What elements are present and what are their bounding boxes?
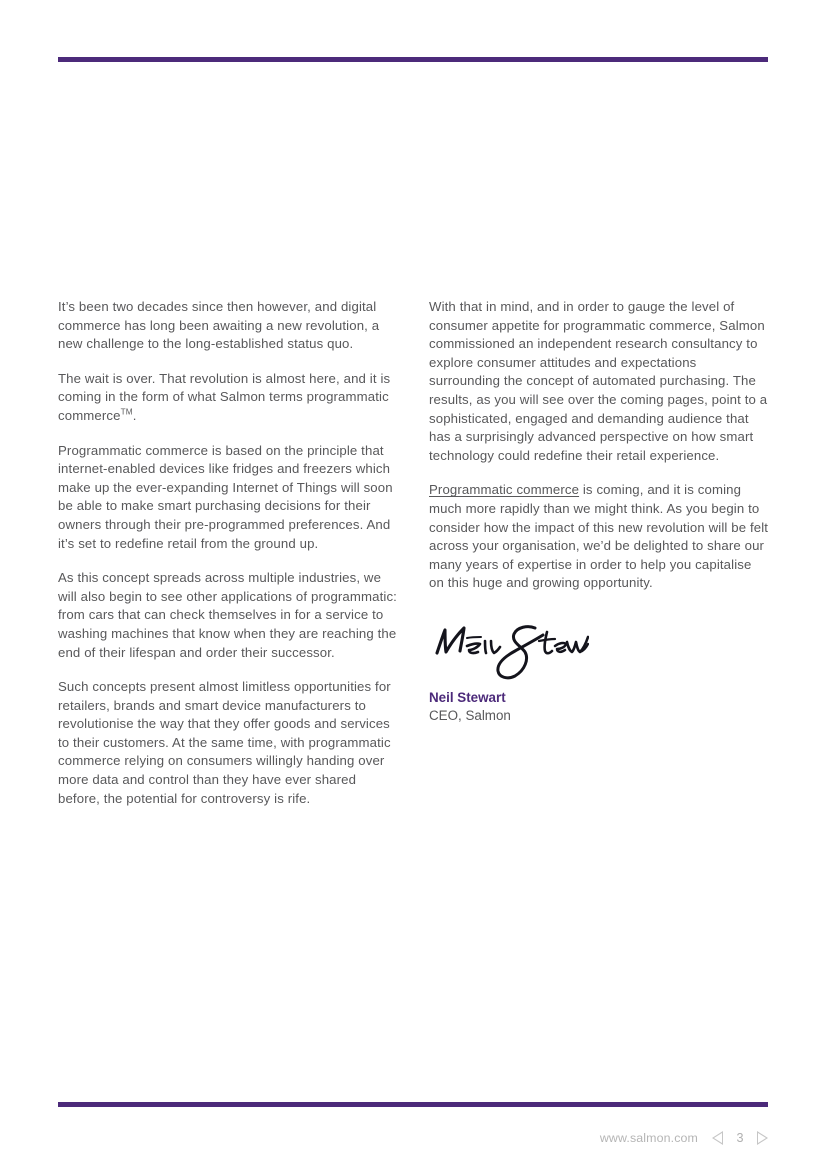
header-rule (58, 57, 768, 62)
paragraph-right-1: With that in mind, and in order to gauge the level of consumer appetite for programmatic commerce, Salmon commissioned an independent research consultancy to explore consumer attitudes and expectations surrounding the concept of automated purchasing. The results, as you will see over the coming pages, point to a sophisticated, engaged and demanding audience that has a surprisingly advanced perspective on how smart technology could redefine their retail experience. (429, 299, 768, 463)
footer-website-url[interactable]: www.salmon.com (599, 1131, 698, 1145)
signature-role: CEO, Salmon (429, 707, 511, 723)
triangle-right-icon[interactable] (757, 1131, 768, 1145)
signature-block (429, 619, 770, 725)
two-column-body (58, 298, 770, 808)
programmatic-commerce-underlined-lead: Programmatic commerce (429, 482, 580, 498)
paragraph-left-4: As this concept spreads across multiple industries, we will also begin to see other applications of programmatic: from cars that can check themselves in for a service to washing machines that know when they are reaching the end of their lifespan and order their successor. (58, 570, 397, 660)
left-column (58, 298, 399, 808)
paragraph-left-5: Such concepts present almost limitless opportunities for retailers, brands and smart device manufacturers to revolutionise the way that they offer goods and services to their customers. At the same time, with programmatic commerce relying on consumers willingly handing over more data and control than they have ever shared before, the potential for controversy is rife. (58, 679, 391, 806)
paragraph-left-1: It’s been two decades since then however, and digital commerce has long been awaiting a new revolution, a new challenge to the long-established status quo. (58, 299, 380, 352)
paragraph-left-2-text: The wait is over. That revolution is almost here, and it is coming in the form of what Salmon terms programmatic commerce (58, 370, 391, 423)
footer-rule (58, 1102, 768, 1107)
page-number: 3 (736, 1131, 744, 1145)
right-column (429, 298, 770, 808)
handwritten-signature-icon (431, 619, 589, 683)
footer-pagination (712, 1131, 768, 1145)
paragraph-right-closing-rest: is coming, and it is coming much more rapidly than we might think. As you begin to consider how the impact of this new revolution will be felt across your organisation, we’d be delighted to share our many years of expertise in order to help you capitalise on this huge and growing opportunity. (429, 482, 769, 591)
triangle-left-icon[interactable] (712, 1131, 723, 1145)
paragraph-right-closing (429, 481, 770, 593)
paragraph-left-3: Programmatic commerce is based on the principle that internet-enabled devices like fridges and freezers which make up the ever-expanding Internet of Things will soon be able to make smart purchasing decisions for their owners through their pre-programmed preferences. And it’s set to redefine retail from the ground up. (58, 442, 393, 551)
signature-name: Neil Stewart (429, 689, 506, 705)
paragraph-left-2 (58, 370, 399, 426)
trademark-symbol: TM (120, 407, 133, 417)
trademark-trailing-period: . (132, 407, 137, 423)
page-footer (58, 1131, 768, 1145)
